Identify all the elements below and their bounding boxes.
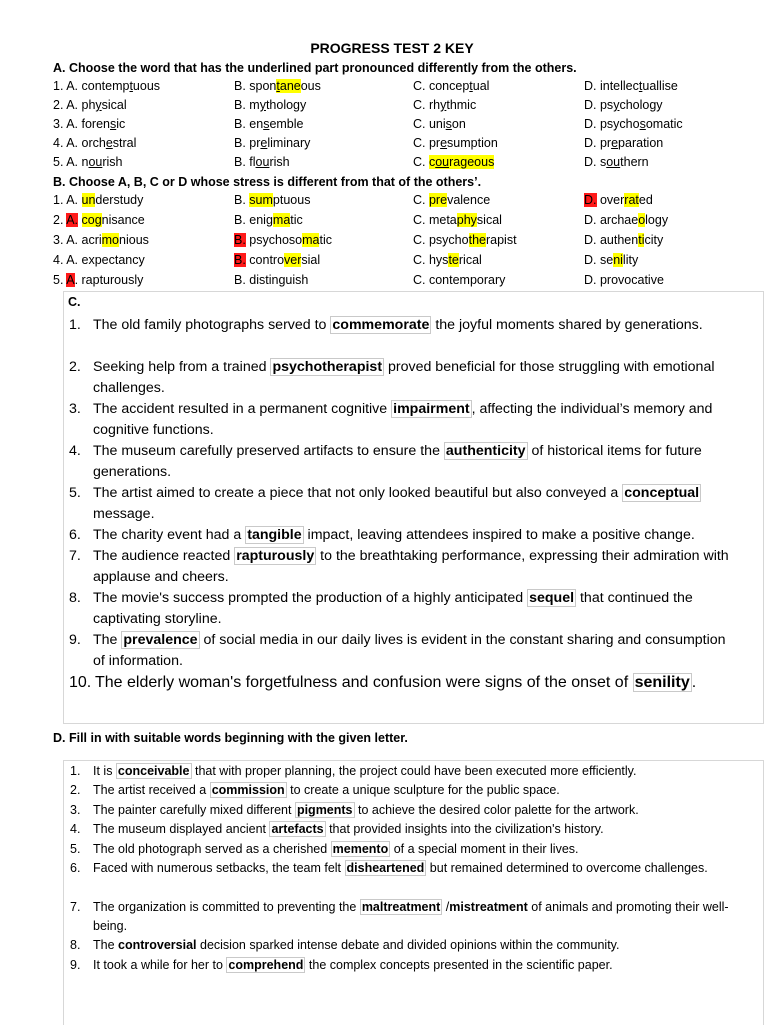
- option-text: the: [468, 233, 486, 247]
- section-b-option: [413, 213, 502, 227]
- option-text: un: [81, 193, 96, 207]
- option-text: s: [263, 117, 270, 131]
- item-number: 3.: [69, 401, 81, 417]
- section-a-option: [584, 136, 663, 150]
- option-text: e: [611, 136, 619, 150]
- option-text: s: [109, 117, 117, 131]
- item-number: 1.: [70, 764, 81, 778]
- section-a-option: [584, 155, 649, 169]
- sentence-text: The prevalence of social media in our daily lives is evident in the constant sharing and consumption of information.: [93, 632, 726, 669]
- section-a-option: [53, 136, 136, 150]
- option-text: C.: [413, 155, 429, 169]
- option-text: C. meta: [413, 213, 457, 227]
- item-number: 8.: [69, 590, 81, 606]
- option-text: t: [129, 79, 133, 93]
- sentence-item: [69, 672, 741, 693]
- sentence-item: [69, 630, 741, 672]
- fill-item: [70, 936, 738, 955]
- option-text: uallise: [642, 79, 678, 93]
- option-text: ptuous: [272, 193, 311, 207]
- option-text: pre: [428, 193, 448, 207]
- section-b-option: [584, 273, 664, 287]
- section-d-heading: D. Fill in with suitable words beginning with the given letter.: [53, 731, 408, 745]
- item-number: 9.: [69, 632, 81, 648]
- option-text: D.: [584, 193, 597, 207]
- answer-word: psychotherapist: [272, 359, 383, 375]
- answer-word: conceivable: [117, 764, 190, 778]
- option-text: y: [613, 98, 620, 112]
- option-text: s: [639, 117, 646, 131]
- fill-item: [70, 781, 738, 800]
- option-text: phy: [456, 213, 477, 227]
- option-text: y: [259, 98, 266, 112]
- option-text: C. psycho: [413, 233, 469, 247]
- section-b-option: [413, 273, 505, 287]
- sentence-text: The charity event had a tangible impact, leaving attendees inspired to make a positive change.: [93, 527, 695, 543]
- sentence-text: Seeking help from a trained psychotherapist proved beneficial for those struggling with emotional challenges.: [93, 359, 715, 396]
- answer-word: rapturously: [236, 548, 315, 564]
- section-b-option: [234, 253, 320, 267]
- section-b-option: [584, 253, 638, 267]
- section-a-option: [234, 79, 321, 93]
- section-a-option: [234, 155, 290, 169]
- option-text: sumption: [447, 136, 498, 150]
- option-text: 2.: [53, 213, 67, 227]
- fill-text: The museum displayed ancient artefacts that provided insights into the civilization's history.: [93, 822, 604, 836]
- fill-text: Faced with numerous setbacks, the team felt disheartened but remained determined to overcome challenges.: [93, 861, 708, 875]
- option-text: t: [638, 79, 643, 93]
- option-text: derstudy: [95, 193, 144, 207]
- option-text: contro: [245, 253, 285, 267]
- option-text: emble: [269, 117, 304, 131]
- item-number: 4.: [70, 822, 81, 836]
- option-text: nious: [119, 233, 149, 247]
- section-b-option: [53, 233, 149, 247]
- option-text: ual: [472, 79, 490, 93]
- section-b-option: [234, 233, 332, 247]
- item-number: 3.: [70, 803, 81, 817]
- option-text: ic: [116, 117, 126, 131]
- item-number: 5.: [69, 485, 81, 501]
- answer-word: disheartened: [346, 861, 425, 875]
- option-text: omatic: [645, 117, 683, 131]
- option-text: C.: [413, 193, 429, 207]
- section-a-option: [413, 117, 466, 131]
- item-number: 2.: [69, 359, 81, 375]
- option-text: B. spon: [234, 79, 277, 93]
- option-text: . rapturously: [74, 273, 144, 287]
- option-text: ou: [606, 155, 621, 169]
- section-a-option: [53, 155, 123, 169]
- section-b-option: [53, 213, 145, 227]
- option-text: city: [644, 233, 664, 247]
- option-text: valence: [447, 193, 491, 207]
- section-b-option: [234, 193, 310, 207]
- option-text: 4. A. expectancy: [53, 253, 145, 267]
- item-number: 6.: [69, 527, 81, 543]
- item-number: 6.: [70, 861, 81, 875]
- option-text: B. fl: [234, 155, 256, 169]
- item-number: 2.: [70, 783, 81, 797]
- item-number: 8.: [70, 938, 81, 952]
- fill-text: It took a while for her to comprehend the complex concepts presented in the scientific paper.: [93, 958, 613, 972]
- option-text: uous: [132, 79, 161, 93]
- option-text: sical: [101, 98, 127, 112]
- option-text: A: [66, 273, 75, 287]
- sentence-text: The artist aimed to create a piece that not only looked beautiful but also conveyed a conceptual message.: [93, 485, 700, 522]
- option-text: lity: [622, 253, 639, 267]
- section-c-label: C.: [68, 295, 81, 309]
- option-text: 3. A. foren: [53, 117, 110, 131]
- option-text: rical: [458, 253, 482, 267]
- option-text: B. distinguish: [234, 273, 309, 287]
- item-number: 9.: [70, 958, 81, 972]
- option-text: D. provocative: [584, 273, 664, 287]
- section-a-option: [234, 136, 310, 150]
- section-b-option: [584, 213, 668, 227]
- item-number: 10.: [69, 674, 92, 691]
- option-text: D. archae: [584, 213, 639, 227]
- section-a-option: [53, 117, 125, 131]
- option-text: 1. A.: [53, 193, 82, 207]
- item-number: 4.: [69, 443, 81, 459]
- option-text: sical: [476, 213, 502, 227]
- option-text: ma: [272, 213, 291, 227]
- option-text: over: [596, 193, 625, 207]
- section-a-option: [413, 79, 489, 93]
- fill-text: The old photograph served as a cherished memento of a special moment in their lives.: [93, 842, 579, 856]
- option-text: D. psycho: [584, 117, 640, 131]
- section-b-option: [234, 213, 303, 227]
- option-text: ou: [255, 155, 270, 169]
- section-a-option: [53, 98, 127, 112]
- option-text: paration: [618, 136, 664, 150]
- fill-text: The painter carefully mixed different pigments to achieve the desired color palette for the artwork.: [93, 803, 639, 817]
- option-text: B.: [234, 233, 246, 247]
- section-b-row: [53, 273, 753, 292]
- sentence-text: The accident resulted in a permanent cognitive impairment , affecting the individual’s memory and cognitive functions.: [93, 401, 713, 438]
- fill-text: The controversial decision sparked intense debate and divided opinions within the community.: [93, 938, 620, 952]
- option-text: B.: [234, 193, 250, 207]
- fill-item: [70, 820, 738, 839]
- option-text: t: [469, 79, 473, 93]
- answer-word: controversial: [118, 938, 197, 952]
- option-text: t: [276, 79, 280, 93]
- section-b-option: [413, 233, 517, 247]
- section-b-row: [53, 233, 753, 252]
- section-a-row: [53, 98, 753, 117]
- answer-word: sequel: [529, 590, 575, 606]
- item-number: 7.: [69, 548, 81, 564]
- option-text: C. uni: [413, 117, 446, 131]
- answer-word: conceptual: [624, 485, 700, 501]
- fill-item: [70, 956, 738, 975]
- sentence-text: The old family photographs served to commemorate the joyful moments shared by generations.: [93, 317, 703, 333]
- option-text: tic: [319, 233, 332, 247]
- option-text: rapist: [485, 233, 517, 247]
- fill-item: [70, 801, 738, 820]
- answer-word: authenticity: [445, 443, 526, 459]
- option-text: thology: [265, 98, 307, 112]
- answer-word: memento: [332, 842, 389, 856]
- option-text: D. s: [584, 155, 607, 169]
- section-a-option: [584, 79, 678, 93]
- option-text: te: [448, 253, 459, 267]
- answer-word: tangible: [247, 527, 302, 543]
- answer-word: commemorate: [332, 317, 430, 333]
- answer-word: pigments: [296, 803, 353, 817]
- option-text: ver: [284, 253, 302, 267]
- section-a-option: [413, 136, 498, 150]
- sentence-item: [69, 315, 741, 336]
- option-text: B. en: [234, 117, 264, 131]
- option-text: rish: [269, 155, 290, 169]
- section-a-row: [53, 79, 753, 98]
- option-text: liminary: [267, 136, 311, 150]
- section-a-option: [584, 117, 683, 131]
- option-text: on: [451, 117, 466, 131]
- option-text: rish: [102, 155, 123, 169]
- option-text: ous: [300, 79, 321, 93]
- option-text: chology: [619, 98, 663, 112]
- option-text: D. se: [584, 253, 614, 267]
- section-b-option: [413, 193, 490, 207]
- answer-word: senility: [634, 674, 690, 691]
- sentence-text: The museum carefully preserved artifacts to ensure the authenticity of historical items for future generations.: [93, 443, 702, 480]
- answer-word: prevalence: [123, 632, 198, 648]
- answer-word: artefacts: [271, 822, 324, 836]
- option-text: 3. A. acri: [53, 233, 102, 247]
- section-a-option: [53, 79, 160, 93]
- option-text: C. concep: [413, 79, 470, 93]
- sentence-item: [69, 399, 741, 441]
- answer-word: comprehend: [228, 958, 304, 972]
- section-b-option: [53, 253, 145, 267]
- sentence-item: [69, 441, 741, 483]
- section-a-row: [53, 155, 753, 174]
- option-text: y: [95, 98, 102, 112]
- fill-item: [70, 859, 738, 878]
- option-text: [78, 213, 81, 227]
- option-text: y: [440, 98, 447, 112]
- option-text: rageous: [449, 155, 495, 169]
- sentence-text: The audience reacted rapturously to the breathtaking performance, expressing their admiration with applause and cheers.: [93, 548, 729, 585]
- option-text: B. pr: [234, 136, 261, 150]
- option-text: C. rh: [413, 98, 441, 112]
- fill-text: The artist received a commission to create a unique sculpture for the public space.: [93, 783, 560, 797]
- option-text: tic: [290, 213, 303, 227]
- option-text: 4. A. orch: [53, 136, 106, 150]
- section-b-option: [584, 193, 653, 207]
- option-text: sial: [301, 253, 321, 267]
- option-text: C. hys: [413, 253, 449, 267]
- option-text: nisance: [101, 213, 145, 227]
- option-text: e: [105, 136, 113, 150]
- option-text: C. pr: [413, 136, 441, 150]
- option-text: ed: [638, 193, 653, 207]
- sentence-item: [69, 525, 741, 546]
- section-a-row: [53, 136, 753, 155]
- option-text: B.: [234, 253, 246, 267]
- option-text: rat: [624, 193, 639, 207]
- section-a-option: [413, 155, 494, 169]
- option-text: A.: [66, 213, 79, 227]
- answer-word: commission: [211, 783, 285, 797]
- sentence-item: [69, 546, 741, 588]
- option-text: D. pr: [584, 136, 612, 150]
- option-text: c: [428, 155, 436, 169]
- option-text: s: [445, 117, 452, 131]
- option-text: ou: [88, 155, 103, 169]
- option-text: mo: [101, 233, 120, 247]
- option-text: ou: [435, 155, 450, 169]
- fill-item: [70, 840, 738, 859]
- option-text: ma: [302, 233, 320, 247]
- section-b-option: [584, 233, 663, 247]
- section-b-option: [53, 273, 143, 287]
- option-text: D. intellec: [584, 79, 639, 93]
- option-text: B. enig: [234, 213, 273, 227]
- option-text: C. contemporary: [413, 273, 506, 287]
- option-text: 5. A. n: [53, 155, 89, 169]
- option-text: ti: [638, 233, 645, 247]
- fill-item: [70, 898, 738, 936]
- section-a-option: [234, 98, 306, 112]
- fill-text: It is conceivable that with proper planning, the project could have been executed more efficiently.: [93, 764, 637, 778]
- page-title: PROGRESS TEST 2 KEY: [310, 40, 474, 56]
- option-text: thern: [620, 155, 649, 169]
- option-text: e: [260, 136, 268, 150]
- sentence-item: [69, 588, 741, 630]
- sentence-item: [69, 483, 741, 525]
- section-a-option: [584, 98, 663, 112]
- answer-word-alt: mistreatment: [449, 900, 528, 914]
- section-a-row: [53, 117, 753, 136]
- sentence-text: The movie's success prompted the production of a highly anticipated sequel that continued the captivating storyline.: [93, 590, 693, 627]
- section-a-heading: A. Choose the word that has the underlined part pronounced differently from the others.: [53, 61, 577, 75]
- answer-word: impairment: [393, 401, 470, 417]
- option-text: 2. A. ph: [53, 98, 96, 112]
- item-number: 1.: [69, 317, 81, 333]
- item-number: 7.: [70, 900, 81, 914]
- option-text: D. ps: [584, 98, 614, 112]
- option-text: ni: [613, 253, 623, 267]
- section-b-option: [53, 193, 143, 207]
- option-text: logy: [645, 213, 669, 227]
- section-b-row: [53, 193, 753, 212]
- option-text: D. authen: [584, 233, 639, 247]
- option-text: o: [638, 213, 646, 227]
- section-a-option: [234, 117, 303, 131]
- option-text: 5.: [53, 273, 67, 287]
- section-a-option: [413, 98, 476, 112]
- option-text: thmic: [446, 98, 477, 112]
- section-b-option: [234, 273, 308, 287]
- option-text: B. m: [234, 98, 260, 112]
- item-number: 5.: [70, 842, 81, 856]
- option-text: sum: [249, 193, 273, 207]
- option-text: ane: [279, 79, 301, 93]
- answer-word: maltreatment: [361, 900, 441, 914]
- option-text: 1. A. contemp: [53, 79, 130, 93]
- option-text: stral: [112, 136, 137, 150]
- sentence-text: The elderly woman's forgetfulness and confusion were signs of the onset of senility .: [95, 674, 697, 691]
- section-b-heading: B. Choose A, B, C or D whose stress is different from that of the others’.: [53, 175, 482, 189]
- section-b-row: [53, 253, 753, 272]
- section-b-option: [413, 253, 482, 267]
- section-b-row: [53, 213, 753, 232]
- fill-text: The organization is committed to preventing the maltreatment /mistreatment of animals and promoting their well-being.: [93, 900, 729, 933]
- sentence-item: [69, 357, 741, 399]
- fill-item: [70, 762, 738, 781]
- option-text: e: [440, 136, 448, 150]
- option-text: cog: [81, 213, 102, 227]
- option-text: psychoso: [245, 233, 303, 247]
